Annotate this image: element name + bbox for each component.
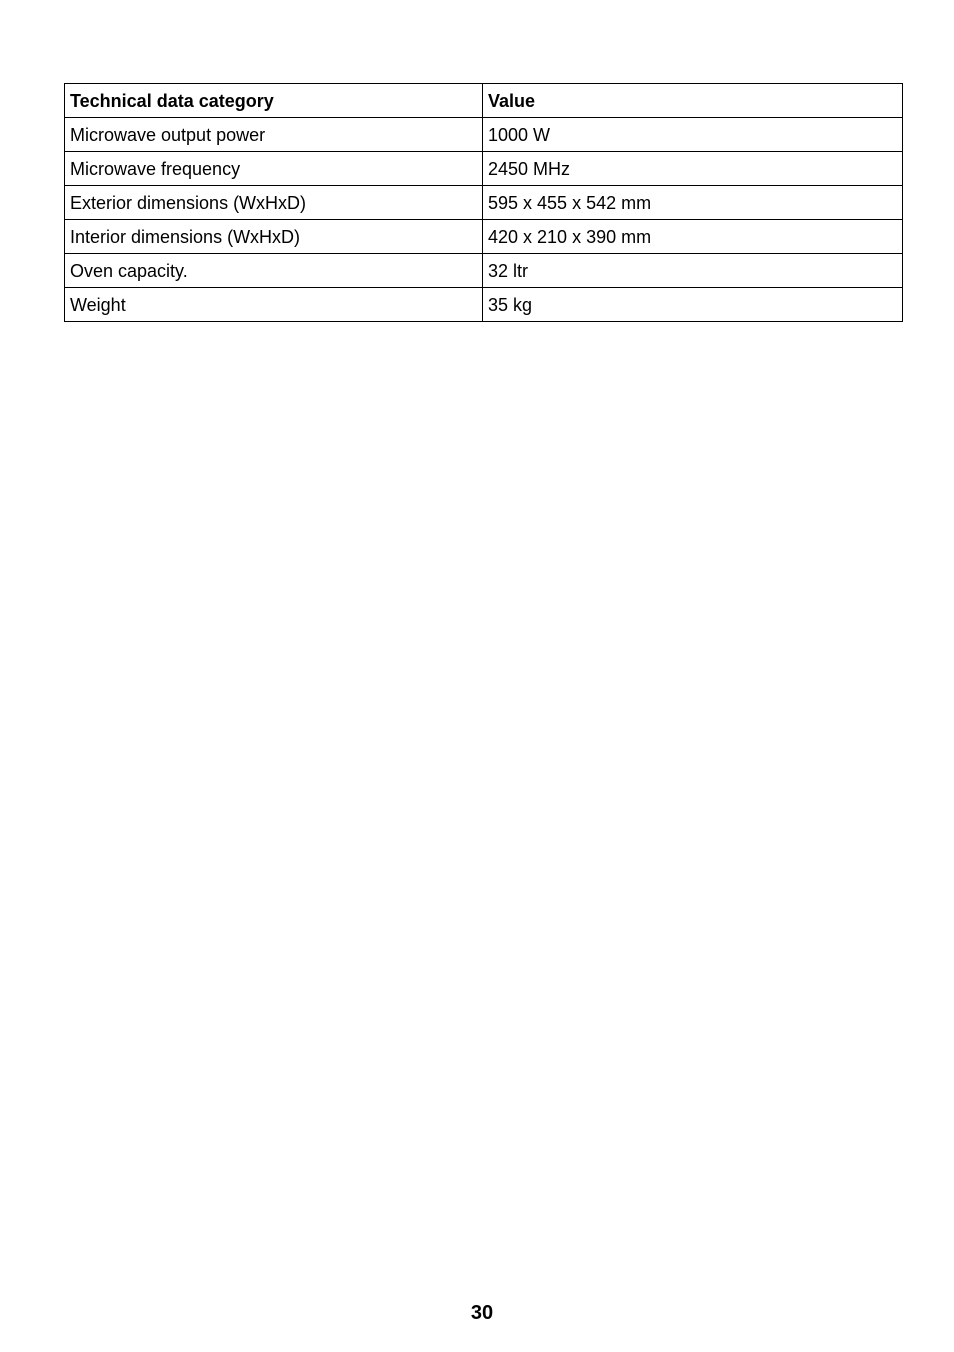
table-body <box>65 118 903 322</box>
technical-data-table <box>64 83 903 322</box>
row-category: Oven capacity. <box>65 254 483 288</box>
row-category: Interior dimensions (WxHxD) <box>65 220 483 254</box>
table-row <box>65 186 903 220</box>
table-row <box>65 118 903 152</box>
header-value: Value <box>483 84 903 118</box>
table-row <box>65 220 903 254</box>
row-value: 595 x 455 x 542 mm <box>483 186 903 220</box>
table-header <box>65 84 903 118</box>
header-category: Technical data category <box>65 84 483 118</box>
table-row <box>65 288 903 322</box>
table-row <box>65 152 903 186</box>
table-header-row <box>65 84 903 118</box>
row-value: 32 ltr <box>483 254 903 288</box>
row-value: 420 x 210 x 390 mm <box>483 220 903 254</box>
table-row <box>65 254 903 288</box>
row-value: 2450 MHz <box>483 152 903 186</box>
page-number: 30 <box>470 1302 494 1324</box>
row-category: Microwave output power <box>65 118 483 152</box>
row-value: 35 kg <box>483 288 903 322</box>
row-category: Exterior dimensions (WxHxD) <box>65 186 483 220</box>
row-category: Weight <box>65 288 483 322</box>
row-category: Microwave frequency <box>65 152 483 186</box>
row-value: 1000 W <box>483 118 903 152</box>
